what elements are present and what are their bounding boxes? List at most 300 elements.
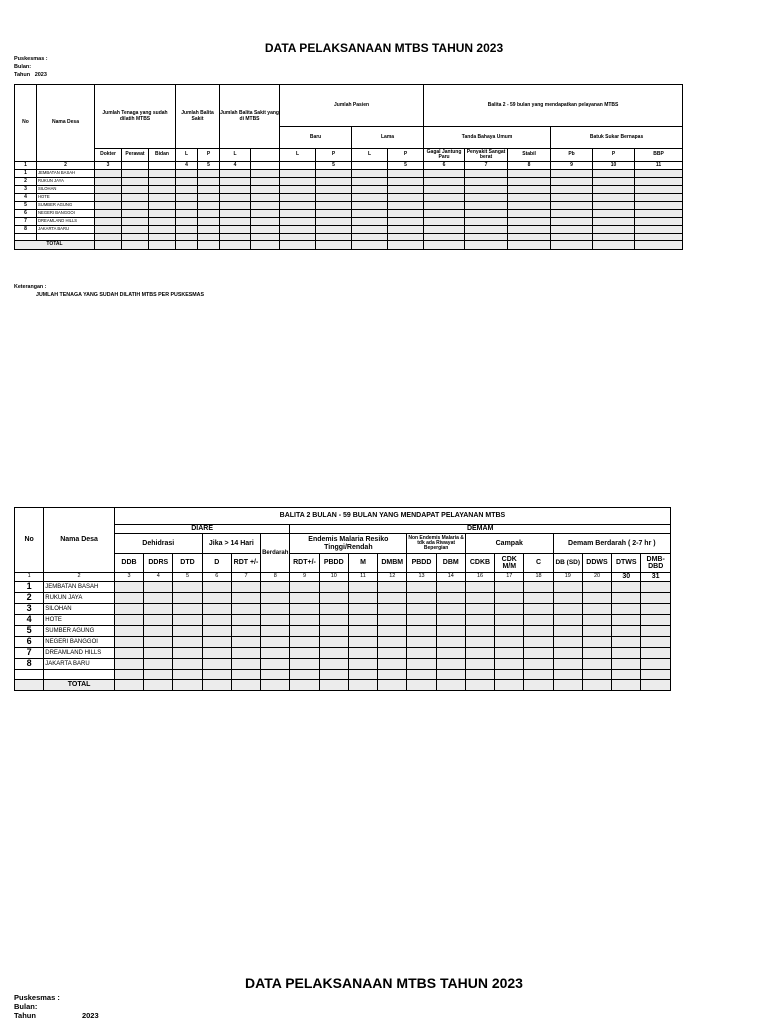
data-cell[interactable] <box>352 210 388 218</box>
data-cell[interactable] <box>593 226 635 234</box>
data-cell[interactable] <box>641 582 671 593</box>
total-cell[interactable] <box>612 680 641 691</box>
data-cell[interactable] <box>348 582 377 593</box>
data-cell[interactable] <box>378 615 407 626</box>
data-cell[interactable] <box>261 626 290 637</box>
data-cell[interactable] <box>612 659 641 670</box>
data-cell[interactable] <box>220 186 251 194</box>
data-cell[interactable] <box>424 218 465 226</box>
data-cell[interactable] <box>220 170 251 178</box>
data-cell[interactable] <box>553 615 582 626</box>
data-cell[interactable] <box>114 626 143 637</box>
data-cell[interactable] <box>280 234 316 241</box>
data-cell[interactable] <box>495 648 524 659</box>
data-cell[interactable] <box>348 659 377 670</box>
total-cell[interactable] <box>352 241 388 250</box>
data-cell[interactable] <box>114 593 143 604</box>
data-cell[interactable] <box>635 178 683 186</box>
data-cell[interactable] <box>202 637 231 648</box>
data-cell[interactable] <box>176 226 198 234</box>
data-cell[interactable] <box>319 626 348 637</box>
data-cell[interactable] <box>114 604 143 615</box>
data-cell[interactable] <box>290 670 319 680</box>
data-cell[interactable] <box>114 670 143 680</box>
data-cell[interactable] <box>122 186 149 194</box>
data-cell[interactable] <box>508 202 551 210</box>
data-cell[interactable] <box>593 178 635 186</box>
data-cell[interactable] <box>251 226 280 234</box>
data-cell[interactable] <box>424 194 465 202</box>
data-cell[interactable] <box>290 659 319 670</box>
total-cell[interactable] <box>378 680 407 691</box>
data-cell[interactable] <box>144 626 173 637</box>
total-cell[interactable] <box>553 680 582 691</box>
data-cell[interactable] <box>173 604 202 615</box>
data-cell[interactable] <box>508 170 551 178</box>
total-cell[interactable] <box>465 680 494 691</box>
data-cell[interactable] <box>378 593 407 604</box>
data-cell[interactable] <box>593 170 635 178</box>
data-cell[interactable] <box>198 210 220 218</box>
data-cell[interactable] <box>508 186 551 194</box>
data-cell[interactable] <box>149 170 176 178</box>
data-cell[interactable] <box>251 186 280 194</box>
total-cell[interactable] <box>198 241 220 250</box>
data-cell[interactable] <box>319 670 348 680</box>
data-cell[interactable] <box>149 218 176 226</box>
data-cell[interactable] <box>388 170 424 178</box>
data-cell[interactable] <box>582 670 611 680</box>
data-cell[interactable] <box>198 226 220 234</box>
data-cell[interactable] <box>251 194 280 202</box>
data-cell[interactable] <box>176 210 198 218</box>
data-cell[interactable] <box>388 218 424 226</box>
data-cell[interactable] <box>198 186 220 194</box>
data-cell[interactable] <box>465 226 508 234</box>
data-cell[interactable] <box>261 615 290 626</box>
data-cell[interactable] <box>231 626 260 637</box>
data-cell[interactable] <box>551 170 593 178</box>
total-cell[interactable] <box>316 241 352 250</box>
data-cell[interactable] <box>495 659 524 670</box>
data-cell[interactable] <box>122 178 149 186</box>
data-cell[interactable] <box>495 615 524 626</box>
data-cell[interactable] <box>261 604 290 615</box>
data-cell[interactable] <box>144 582 173 593</box>
total-cell[interactable] <box>508 241 551 250</box>
total-cell[interactable] <box>582 680 611 691</box>
data-cell[interactable] <box>316 186 352 194</box>
data-cell[interactable] <box>280 186 316 194</box>
data-cell[interactable] <box>352 186 388 194</box>
data-cell[interactable] <box>582 604 611 615</box>
data-cell[interactable] <box>220 234 251 241</box>
data-cell[interactable] <box>436 637 465 648</box>
data-cell[interactable] <box>641 659 671 670</box>
data-cell[interactable] <box>280 226 316 234</box>
data-cell[interactable] <box>173 637 202 648</box>
data-cell[interactable] <box>436 659 465 670</box>
data-cell[interactable] <box>202 582 231 593</box>
data-cell[interactable] <box>95 226 122 234</box>
data-cell[interactable] <box>635 234 683 241</box>
data-cell[interactable] <box>465 659 494 670</box>
data-cell[interactable] <box>641 626 671 637</box>
data-cell[interactable] <box>220 202 251 210</box>
data-cell[interactable] <box>95 186 122 194</box>
data-cell[interactable] <box>144 637 173 648</box>
data-cell[interactable] <box>641 604 671 615</box>
data-cell[interactable] <box>553 604 582 615</box>
data-cell[interactable] <box>290 604 319 615</box>
data-cell[interactable] <box>290 582 319 593</box>
data-cell[interactable] <box>436 604 465 615</box>
data-cell[interactable] <box>635 202 683 210</box>
data-cell[interactable] <box>348 593 377 604</box>
data-cell[interactable] <box>593 186 635 194</box>
data-cell[interactable] <box>251 202 280 210</box>
data-cell[interactable] <box>436 648 465 659</box>
data-cell[interactable] <box>348 670 377 680</box>
data-cell[interactable] <box>436 670 465 680</box>
data-cell[interactable] <box>465 170 508 178</box>
data-cell[interactable] <box>436 615 465 626</box>
data-cell[interactable] <box>424 202 465 210</box>
total-cell[interactable] <box>524 680 553 691</box>
data-cell[interactable] <box>593 194 635 202</box>
data-cell[interactable] <box>495 593 524 604</box>
data-cell[interactable] <box>551 218 593 226</box>
total-cell[interactable] <box>122 241 149 250</box>
data-cell[interactable] <box>495 626 524 637</box>
data-cell[interactable] <box>465 615 494 626</box>
data-cell[interactable] <box>495 637 524 648</box>
data-cell[interactable] <box>424 186 465 194</box>
data-cell[interactable] <box>280 170 316 178</box>
total-cell[interactable] <box>144 680 173 691</box>
data-cell[interactable] <box>122 226 149 234</box>
data-cell[interactable] <box>553 648 582 659</box>
data-cell[interactable] <box>352 170 388 178</box>
total-cell[interactable] <box>319 680 348 691</box>
data-cell[interactable] <box>551 178 593 186</box>
data-cell[interactable] <box>553 637 582 648</box>
data-cell[interactable] <box>465 670 494 680</box>
total-cell[interactable] <box>465 241 508 250</box>
data-cell[interactable] <box>220 226 251 234</box>
data-cell[interactable] <box>612 615 641 626</box>
data-cell[interactable] <box>220 218 251 226</box>
data-cell[interactable] <box>582 659 611 670</box>
data-cell[interactable] <box>280 202 316 210</box>
data-cell[interactable] <box>551 210 593 218</box>
total-cell[interactable] <box>495 680 524 691</box>
data-cell[interactable] <box>465 210 508 218</box>
data-cell[interactable] <box>407 670 436 680</box>
total-cell[interactable] <box>176 241 198 250</box>
data-cell[interactable] <box>231 670 260 680</box>
total-cell[interactable] <box>149 241 176 250</box>
data-cell[interactable] <box>524 670 553 680</box>
data-cell[interactable] <box>144 648 173 659</box>
data-cell[interactable] <box>290 593 319 604</box>
data-cell[interactable] <box>231 637 260 648</box>
data-cell[interactable] <box>348 626 377 637</box>
data-cell[interactable] <box>251 218 280 226</box>
data-cell[interactable] <box>122 202 149 210</box>
data-cell[interactable] <box>465 604 494 615</box>
data-cell[interactable] <box>508 234 551 241</box>
total-cell[interactable] <box>641 680 671 691</box>
data-cell[interactable] <box>95 170 122 178</box>
data-cell[interactable] <box>465 648 494 659</box>
data-cell[interactable] <box>95 210 122 218</box>
data-cell[interactable] <box>508 178 551 186</box>
data-cell[interactable] <box>508 226 551 234</box>
data-cell[interactable] <box>202 626 231 637</box>
data-cell[interactable] <box>465 194 508 202</box>
data-cell[interactable] <box>198 202 220 210</box>
data-cell[interactable] <box>149 202 176 210</box>
data-cell[interactable] <box>319 637 348 648</box>
total-cell[interactable] <box>348 680 377 691</box>
data-cell[interactable] <box>593 234 635 241</box>
data-cell[interactable] <box>290 637 319 648</box>
total-cell[interactable] <box>251 241 280 250</box>
data-cell[interactable] <box>149 234 176 241</box>
data-cell[interactable] <box>551 186 593 194</box>
data-cell[interactable] <box>593 202 635 210</box>
data-cell[interactable] <box>261 582 290 593</box>
data-cell[interactable] <box>378 648 407 659</box>
data-cell[interactable] <box>280 178 316 186</box>
data-cell[interactable] <box>378 670 407 680</box>
data-cell[interactable] <box>352 234 388 241</box>
data-cell[interactable] <box>114 582 143 593</box>
data-cell[interactable] <box>424 170 465 178</box>
data-cell[interactable] <box>612 637 641 648</box>
data-cell[interactable] <box>316 202 352 210</box>
data-cell[interactable] <box>407 615 436 626</box>
total-cell[interactable] <box>407 680 436 691</box>
data-cell[interactable] <box>551 202 593 210</box>
data-cell[interactable] <box>436 582 465 593</box>
data-cell[interactable] <box>173 626 202 637</box>
data-cell[interactable] <box>635 170 683 178</box>
data-cell[interactable] <box>635 194 683 202</box>
total-cell[interactable] <box>593 241 635 250</box>
data-cell[interactable] <box>348 615 377 626</box>
data-cell[interactable] <box>593 218 635 226</box>
data-cell[interactable] <box>582 637 611 648</box>
data-cell[interactable] <box>261 648 290 659</box>
data-cell[interactable] <box>316 218 352 226</box>
data-cell[interactable] <box>290 648 319 659</box>
data-cell[interactable] <box>388 194 424 202</box>
data-cell[interactable] <box>582 626 611 637</box>
data-cell[interactable] <box>202 648 231 659</box>
data-cell[interactable] <box>316 170 352 178</box>
data-cell[interactable] <box>95 178 122 186</box>
data-cell[interactable] <box>261 637 290 648</box>
data-cell[interactable] <box>551 226 593 234</box>
data-cell[interactable] <box>220 178 251 186</box>
total-cell[interactable] <box>388 241 424 250</box>
data-cell[interactable] <box>424 210 465 218</box>
data-cell[interactable] <box>220 210 251 218</box>
data-cell[interactable] <box>319 615 348 626</box>
data-cell[interactable] <box>261 593 290 604</box>
data-cell[interactable] <box>407 626 436 637</box>
data-cell[interactable] <box>144 604 173 615</box>
data-cell[interactable] <box>202 615 231 626</box>
data-cell[interactable] <box>114 648 143 659</box>
data-cell[interactable] <box>524 648 553 659</box>
data-cell[interactable] <box>95 218 122 226</box>
total-cell[interactable] <box>635 241 683 250</box>
data-cell[interactable] <box>641 648 671 659</box>
data-cell[interactable] <box>231 659 260 670</box>
data-cell[interactable] <box>316 210 352 218</box>
data-cell[interactable] <box>144 670 173 680</box>
data-cell[interactable] <box>352 178 388 186</box>
data-cell[interactable] <box>348 604 377 615</box>
data-cell[interactable] <box>407 582 436 593</box>
data-cell[interactable] <box>407 659 436 670</box>
data-cell[interactable] <box>149 178 176 186</box>
total-cell[interactable] <box>231 680 260 691</box>
data-cell[interactable] <box>524 582 553 593</box>
data-cell[interactable] <box>582 582 611 593</box>
data-cell[interactable] <box>508 194 551 202</box>
data-cell[interactable] <box>198 170 220 178</box>
data-cell[interactable] <box>508 218 551 226</box>
data-cell[interactable] <box>465 626 494 637</box>
data-cell[interactable] <box>149 210 176 218</box>
data-cell[interactable] <box>122 194 149 202</box>
data-cell[interactable] <box>582 648 611 659</box>
data-cell[interactable] <box>348 648 377 659</box>
data-cell[interactable] <box>378 637 407 648</box>
data-cell[interactable] <box>407 604 436 615</box>
data-cell[interactable] <box>407 648 436 659</box>
data-cell[interactable] <box>173 615 202 626</box>
total-cell[interactable] <box>261 680 290 691</box>
data-cell[interactable] <box>388 186 424 194</box>
data-cell[interactable] <box>465 593 494 604</box>
data-cell[interactable] <box>176 218 198 226</box>
data-cell[interactable] <box>495 582 524 593</box>
data-cell[interactable] <box>524 637 553 648</box>
total-cell[interactable] <box>551 241 593 250</box>
data-cell[interactable] <box>612 626 641 637</box>
data-cell[interactable] <box>352 202 388 210</box>
data-cell[interactable] <box>407 637 436 648</box>
data-cell[interactable] <box>173 659 202 670</box>
data-cell[interactable] <box>551 194 593 202</box>
data-cell[interactable] <box>316 234 352 241</box>
data-cell[interactable] <box>524 604 553 615</box>
data-cell[interactable] <box>122 234 149 241</box>
data-cell[interactable] <box>348 637 377 648</box>
data-cell[interactable] <box>122 218 149 226</box>
data-cell[interactable] <box>612 582 641 593</box>
data-cell[interactable] <box>641 637 671 648</box>
data-cell[interactable] <box>122 170 149 178</box>
data-cell[interactable] <box>635 210 683 218</box>
data-cell[interactable] <box>251 170 280 178</box>
data-cell[interactable] <box>319 648 348 659</box>
data-cell[interactable] <box>388 178 424 186</box>
data-cell[interactable] <box>352 194 388 202</box>
data-cell[interactable] <box>290 626 319 637</box>
data-cell[interactable] <box>114 615 143 626</box>
data-cell[interactable] <box>176 178 198 186</box>
data-cell[interactable] <box>231 648 260 659</box>
data-cell[interactable] <box>231 593 260 604</box>
data-cell[interactable] <box>280 210 316 218</box>
data-cell[interactable] <box>176 202 198 210</box>
data-cell[interactable] <box>407 593 436 604</box>
data-cell[interactable] <box>582 615 611 626</box>
data-cell[interactable] <box>261 659 290 670</box>
data-cell[interactable] <box>553 582 582 593</box>
total-cell[interactable] <box>202 680 231 691</box>
data-cell[interactable] <box>465 234 508 241</box>
data-cell[interactable] <box>641 670 671 680</box>
data-cell[interactable] <box>95 202 122 210</box>
data-cell[interactable] <box>524 659 553 670</box>
data-cell[interactable] <box>173 593 202 604</box>
data-cell[interactable] <box>176 170 198 178</box>
data-cell[interactable] <box>378 604 407 615</box>
data-cell[interactable] <box>231 615 260 626</box>
data-cell[interactable] <box>319 604 348 615</box>
data-cell[interactable] <box>231 582 260 593</box>
total-cell[interactable] <box>95 241 122 250</box>
data-cell[interactable] <box>173 582 202 593</box>
data-cell[interactable] <box>95 194 122 202</box>
data-cell[interactable] <box>251 210 280 218</box>
data-cell[interactable] <box>465 637 494 648</box>
data-cell[interactable] <box>582 593 611 604</box>
data-cell[interactable] <box>202 659 231 670</box>
data-cell[interactable] <box>290 615 319 626</box>
data-cell[interactable] <box>553 593 582 604</box>
data-cell[interactable] <box>378 582 407 593</box>
data-cell[interactable] <box>220 194 251 202</box>
data-cell[interactable] <box>149 226 176 234</box>
data-cell[interactable] <box>436 626 465 637</box>
data-cell[interactable] <box>524 626 553 637</box>
data-cell[interactable] <box>593 210 635 218</box>
data-cell[interactable] <box>612 648 641 659</box>
data-cell[interactable] <box>424 226 465 234</box>
data-cell[interactable] <box>114 637 143 648</box>
data-cell[interactable] <box>198 178 220 186</box>
data-cell[interactable] <box>551 234 593 241</box>
data-cell[interactable] <box>553 659 582 670</box>
data-cell[interactable] <box>495 604 524 615</box>
data-cell[interactable] <box>251 178 280 186</box>
data-cell[interactable] <box>176 194 198 202</box>
data-cell[interactable] <box>465 186 508 194</box>
total-cell[interactable] <box>173 680 202 691</box>
data-cell[interactable] <box>316 226 352 234</box>
data-cell[interactable] <box>388 226 424 234</box>
data-cell[interactable] <box>144 593 173 604</box>
data-cell[interactable] <box>261 670 290 680</box>
